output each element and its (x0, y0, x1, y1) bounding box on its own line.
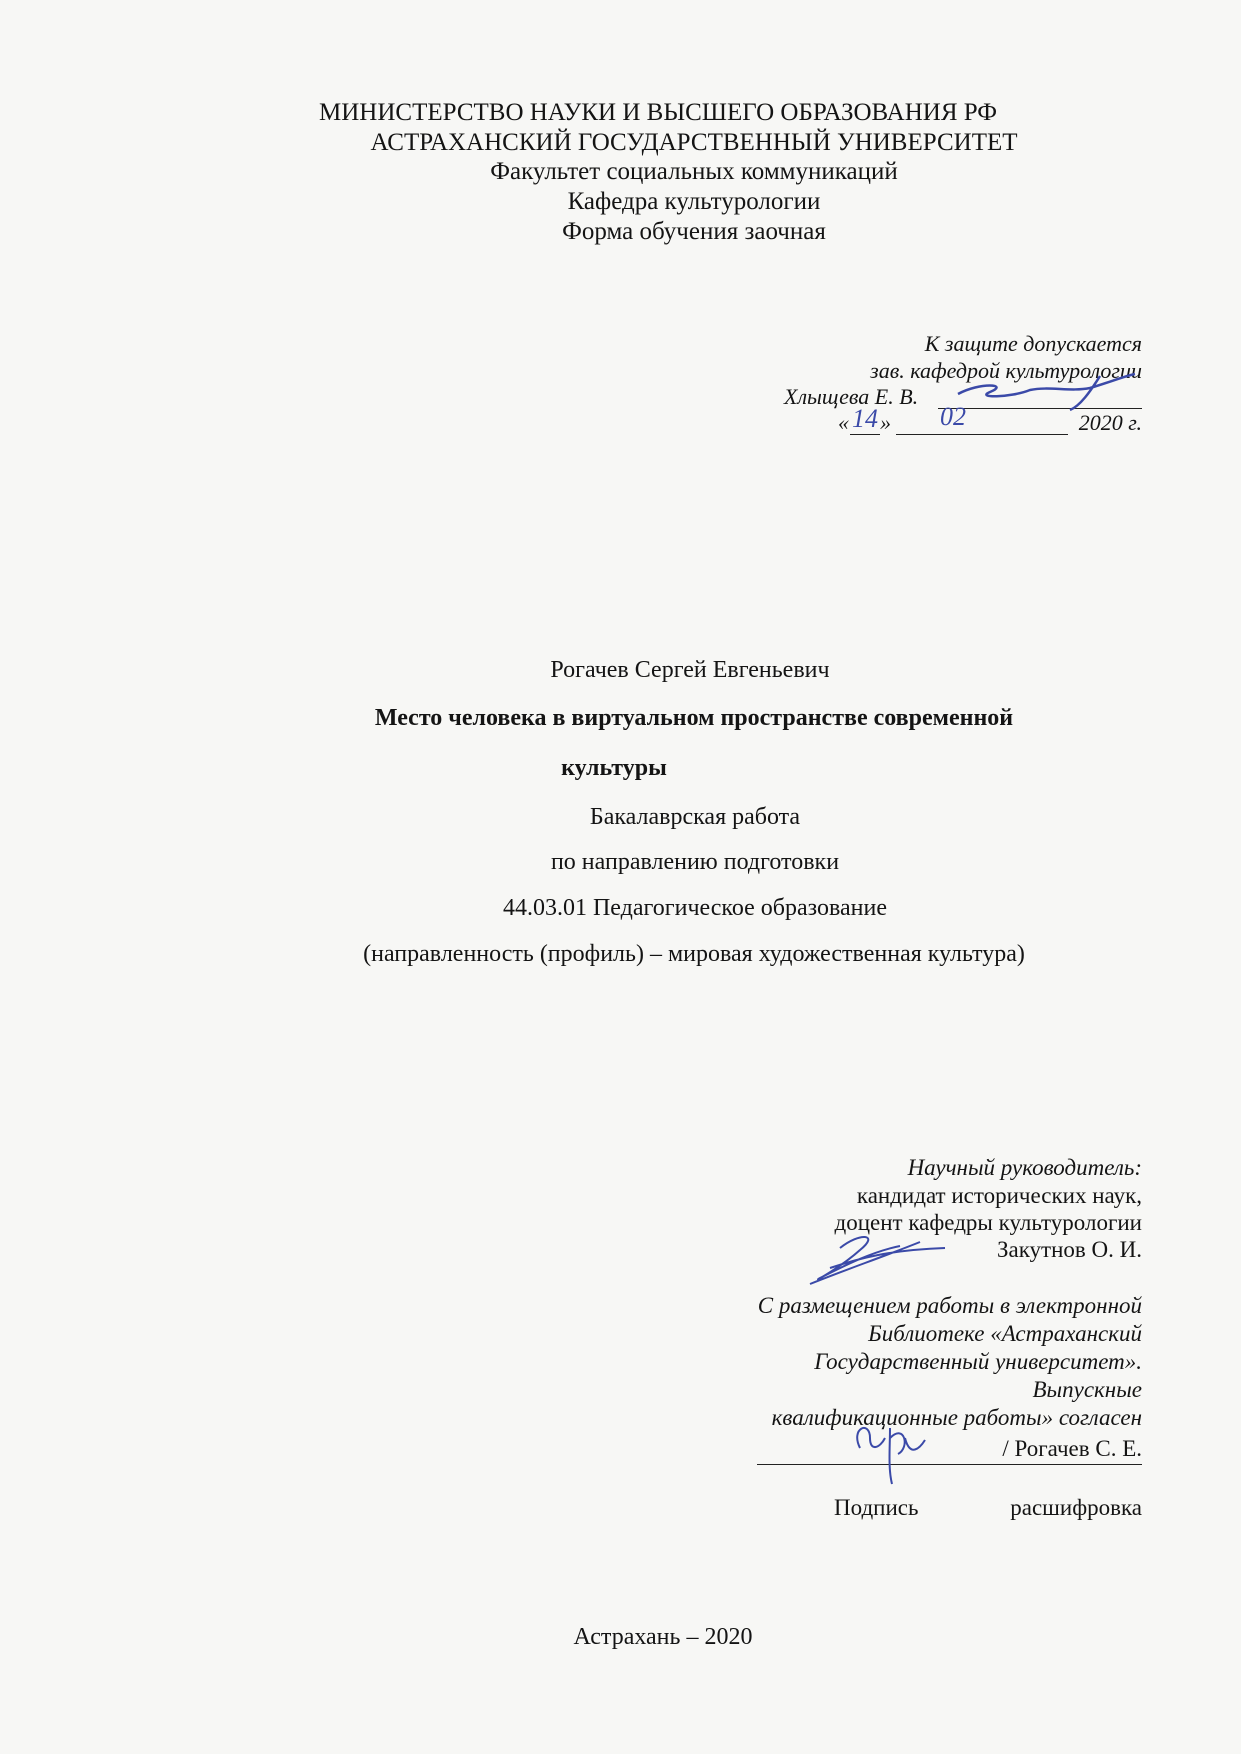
profile: (направленность (профиль) – мировая художественная культура) (363, 941, 1025, 967)
date-day: 14 (852, 404, 878, 433)
direction: 44.03.01 Педагогическое образование (502, 895, 888, 921)
date-close-quote: » (880, 410, 891, 435)
supervisor-name: Закутнов О. И. (996, 1237, 1142, 1262)
consent-line2: Библиотеке «Астраханский (868, 1321, 1142, 1346)
ministry-heading: МИНИСТЕРСТВО НАУКИ И ВЫСШЕГО ОБРАЗОВАНИЯ РФ (319, 99, 997, 126)
consent-line5: квалификационные работы» согласен (771, 1405, 1142, 1430)
date-year: 2020 г. (1078, 410, 1142, 435)
department-heading: Кафедра культурологии (567, 188, 821, 215)
supervisor-signature (800, 1228, 950, 1288)
supervisor-position: доцент кафедры культурологии (834, 1210, 1142, 1235)
caption-signature: Подпись (834, 1495, 919, 1520)
university-heading: АСТРАХАНСКИЙ ГОСУДАРСТВЕННЫЙ УНИВЕРСИТЕТ (370, 129, 1018, 156)
head-signature (950, 372, 1140, 412)
head-name: Хлыщева Е. В. (784, 384, 919, 409)
approval-line2: зав. кафедрой культурологии (870, 358, 1142, 383)
consent-line3: Государственный университет». (814, 1349, 1142, 1374)
author-name: Рогачев Сергей Евгеньевич (550, 657, 830, 683)
date-month: 02 (940, 402, 966, 431)
supervisor-label: Научный руководитель: (907, 1155, 1142, 1180)
faculty-heading: Факультет социальных коммуникаций (490, 158, 898, 185)
study-form: Форма обучения заочная (562, 218, 826, 245)
approval-line1: К защите допускается (924, 331, 1142, 356)
date-open-quote: « (838, 410, 849, 435)
author-signature (850, 1418, 930, 1488)
direction-label: по направлению подготовки (550, 849, 840, 875)
thesis-title-line1: Место человека в виртуальном пространстве современной (374, 705, 1014, 731)
date-month-line (896, 414, 1068, 435)
city-year: Астрахань – 2020 (573, 1624, 753, 1650)
supervisor-degree: кандидат исторических наук, (856, 1183, 1142, 1208)
consent-line1: С размещением работы в электронной (757, 1293, 1142, 1318)
consent-line4: Выпускные (1032, 1377, 1142, 1402)
thesis-title-line2: культуры (561, 755, 667, 781)
work-type: Бакалаврская работа (589, 804, 801, 830)
caption-decoding: расшифровка (1010, 1495, 1142, 1520)
consent-signer: / Рогачев С. Е. (1002, 1436, 1142, 1461)
